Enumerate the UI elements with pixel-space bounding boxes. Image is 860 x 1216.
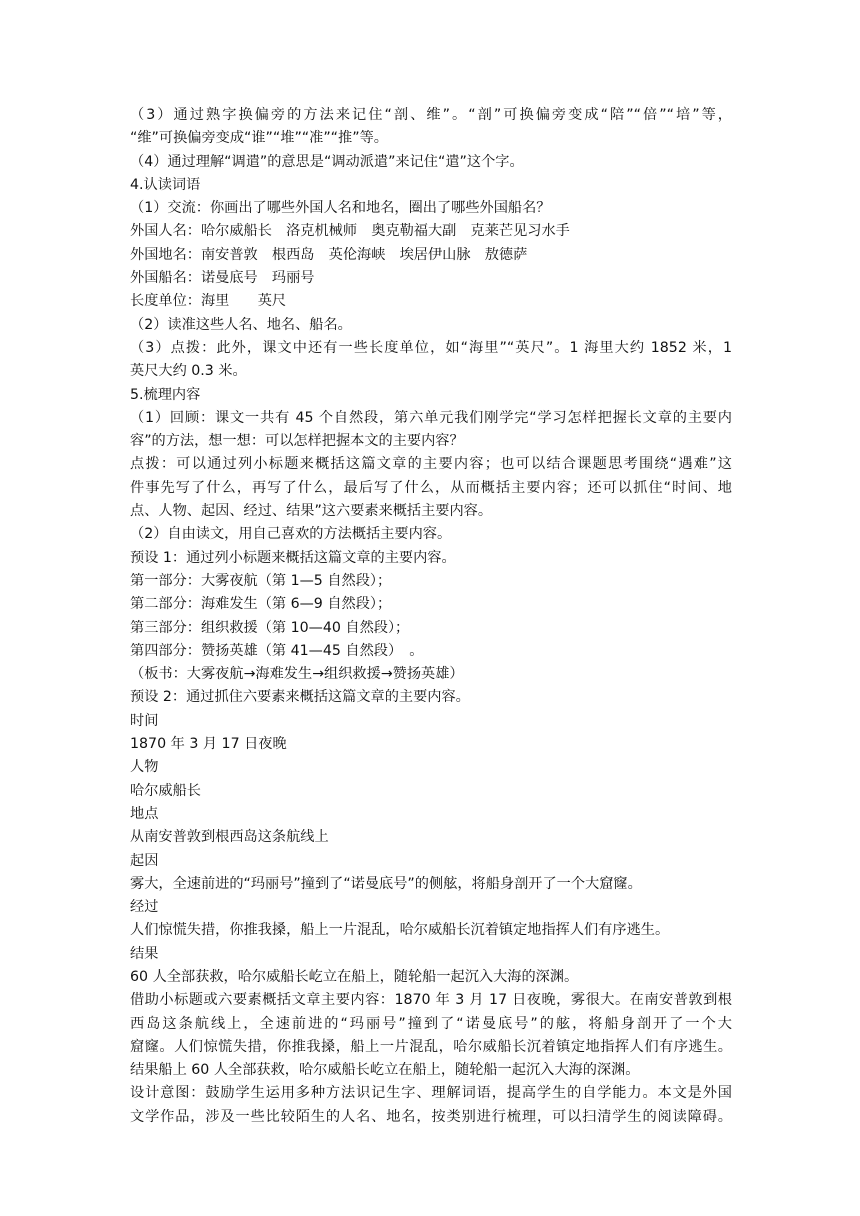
text-line: 外国地名：南安普敦 根西岛 英伦海峡 埃居伊山脉 敖德萨 (130, 246, 528, 263)
text-line: “维”可换偏旁变成“谁”“堆”“准”“推”等。 (130, 130, 388, 147)
text-line: （1）回顾：课文一共有 45 个自然段，第六单元我们刚学完“学习怎样把握长文章的主要内 (130, 409, 732, 426)
text-line: （2）自由读文，用自己喜欢的方法概括主要内容。 (130, 526, 452, 543)
element-label: 起因 (130, 852, 159, 869)
section-heading: 5.梳理内容 (130, 386, 201, 403)
element-label: 经过 (130, 899, 159, 916)
element-value: 哈尔威船长 (130, 782, 201, 799)
text-line: （3）通过熟字换偏旁的方法来记住“剖、维”。“剖”可换偏旁变成“陪”“倍”“培”等， (130, 107, 732, 123)
text-line: 第四部分：赞扬英雄（第 41—45 自然段） 。 (130, 642, 424, 659)
element-label: 时间 (130, 712, 159, 729)
text-line: （4）通过理解“调遣”的意思是“调动派遣”来记住“遣”这个字。 (130, 153, 524, 170)
text-line: 第三部分：组织救援（第 10—40 自然段）； (130, 619, 410, 636)
element-value: 雾大，全速前进的“玛丽号”撞到了“诺曼底号”的侧舷，将船身剖开了一个大窟窿。 (130, 875, 642, 892)
text-line: 设计意图：鼓励学生运用多种方法识记生字、理解词语，提高学生的自学能力。本文是外国 (130, 1085, 732, 1102)
text-line: 结果船上 60 人全部获救，哈尔威船长屹立在船上，随轮船一起沉入大海的深渊。 (130, 1062, 640, 1079)
text-line: 英尺大约 0.3 米。 (130, 363, 247, 380)
text-line: 窟窿。人们惊慌失措，你推我搡，船上一片混乱，哈尔威船长沉着镇定地指挥人们有序逃生。 (130, 1038, 732, 1055)
text-line: （2）读准这些人名、地名、船名。 (130, 316, 352, 333)
text-line: （1）交流：你画出了哪些外国人名和地名，圈出了哪些外国船名？ (130, 200, 551, 217)
text-line: （板书：大雾夜航→海难发生→组织救援→赞扬英雄） (130, 666, 464, 683)
text-line: （3）点拨：此外，课文中还有一些长度单位，如“海里”“英尺”。1 海里大约 1852 米，1 (130, 339, 732, 356)
element-value: 60 人全部获救，哈尔威船长屹立在船上，随轮船一起沉入大海的深渊。 (130, 968, 579, 985)
document-body (130, 104, 732, 1129)
text-line: 件事先写了什么，再写了什么，最后写了什么，从而概括主要内容；还可以抓住“时间、地 (130, 479, 732, 496)
text-line: 点拨：可以通过列小标题来概括这篇文章的主要内容；也可以结合课题思考围绕“遇难”这 (130, 456, 732, 473)
text-line: 点、人物、起因、经过、结果”这六要素来概括主要内容。 (130, 503, 493, 520)
text-line: 文学作品，涉及一些比较陌生的人名、地名，按类别进行梳理，可以扫清学生的阅读障碍。 (130, 1108, 732, 1125)
text-line: 外国船名：诺曼底号 玛丽号 (130, 270, 315, 287)
text-line: 外国人名：哈尔威船长 洛克机械师 奥克勒福大副 克莱芒见习水手 (130, 223, 570, 240)
element-value: 从南安普敦到根西岛这条航线上 (130, 829, 329, 846)
text-line: 预设 1：通过列小标题来概括这篇文章的主要内容。 (130, 549, 456, 566)
element-value: 人们惊慌失措，你推我搡，船上一片混乱，哈尔威船长沉着镇定地指挥人们有序逃生。 (130, 922, 670, 939)
text-line: 第二部分：海难发生（第 6—9 自然段）； (130, 596, 392, 613)
element-label: 人物 (130, 759, 159, 776)
element-value: 1870 年 3 月 17 日夜晚 (130, 736, 287, 753)
text-line: 预设 2：通过抓住六要素来概括这篇文章的主要内容。 (130, 689, 470, 706)
text-line: 西岛这条航线上，全速前进的“玛丽号”撞到了“诺曼底号”的舷，将船身剖开了一个大 (130, 1015, 732, 1032)
element-label: 结果 (130, 945, 159, 962)
text-line: 借助小标题或六要素概括文章主要内容：1870 年 3 月 17 日夜晚，雾很大。在南安普敦到根 (130, 992, 732, 1009)
text-line: 第一部分：大雾夜航（第 1—5 自然段）； (130, 572, 392, 589)
text-line: 长度单位：海里 英尺 (130, 293, 287, 310)
text-line: 容”的方法，想一想：可以怎样把握本文的主要内容？ (130, 433, 464, 450)
element-label: 地点 (130, 805, 159, 822)
section-heading: 4.认读词语 (130, 176, 201, 193)
